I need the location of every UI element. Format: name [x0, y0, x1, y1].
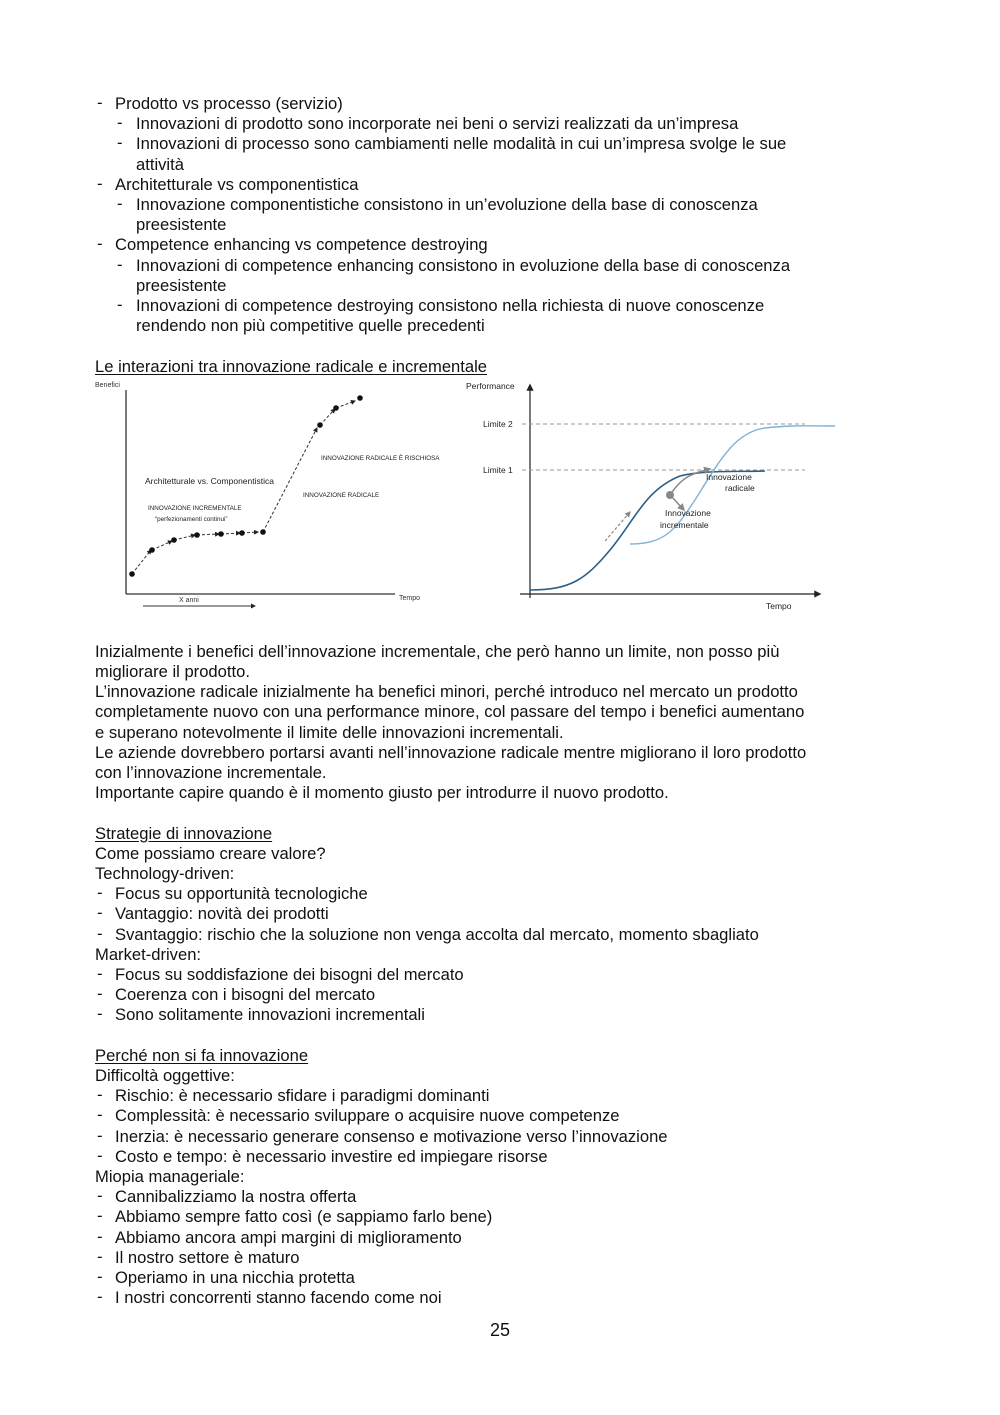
list-item: - Prodotto vs processo (servizio) — [95, 94, 915, 114]
x-axis-label: Tempo — [399, 594, 421, 602]
list-item-continuation: rendendo non più competitive quelle precedenti — [136, 316, 485, 336]
label-radicale: INNOVAZIONE RADICALE — [303, 491, 380, 499]
y-axis-label: Benefici — [95, 381, 120, 389]
miopia-label: Miopia manageriale: — [95, 1167, 245, 1187]
explanation-paragraph — [95, 642, 915, 804]
paragraph-line: e superano notevolmente il limite delle innovazioni incrementali. — [95, 722, 564, 742]
list-item: - Innovazioni di competence destroying consistono nella richiesta di nuove conoscenze — [95, 296, 915, 316]
list-item: - Coerenza con i bisogni del mercato — [95, 985, 915, 1005]
market-driven-label: Market-driven: — [95, 944, 202, 964]
y-axis-label: Performance — [466, 380, 515, 391]
label-architetturale: Architetturale vs. Componentistica — [145, 475, 274, 486]
list-item: - Focus su opportunità tecnologiche — [95, 884, 915, 904]
list-item: - Sono solitamente innovazioni incrementali — [95, 1005, 915, 1025]
list-item: - Innovazioni di prodotto sono incorporate nei beni o servizi realizzati da un’impresa — [95, 114, 915, 134]
figure-performance — [460, 380, 845, 642]
paragraph-line: Le aziende dovrebbero portarsi avanti nell’innovazione radicale mentre migliorano il loro prodotto — [95, 742, 807, 762]
list-item: - Costo e tempo: è necessario investire ed impiegare risorse — [95, 1147, 915, 1167]
limit1-label: Limite 1 — [483, 464, 513, 475]
label-innovazione-radicale-1: Innovazione — [706, 471, 752, 482]
label-innovazione-incrementale-1: Innovazione — [665, 507, 711, 518]
list-item-continuation: preesistente — [136, 215, 227, 235]
paragraph-line: con l’innovazione incrementale. — [95, 763, 327, 783]
list-item: - Focus su soddisfazione dei bisogni del mercato — [95, 965, 915, 985]
label-innovazione-radicale-2: radicale — [725, 482, 755, 493]
list-item: - Architetturale vs componentistica — [95, 175, 915, 195]
paragraph-line: migliorare il prodotto. — [95, 662, 250, 682]
section-heading-interazioni: Le interazioni tra innovazione radicale e incrementale — [95, 356, 488, 376]
list-item: - Cannibalizziamo la nostra offerta — [95, 1187, 915, 1207]
list-item: - Operiamo in una nicchia protetta — [95, 1268, 915, 1288]
list-item: - Abbiamo sempre fatto così (e sappiamo farlo bene) — [95, 1207, 915, 1227]
strategie-intro: Come possiamo creare valore? — [95, 843, 326, 863]
list-item: - Abbiamo ancora ampi margini di miglioramento — [95, 1228, 915, 1248]
paragraph-line: Importante capire quando è il momento giusto per introdurre il nuovo prodotto. — [95, 783, 669, 803]
list-item-continuation: attività — [136, 154, 184, 174]
section-heading-perche: Perché non si fa innovazione — [95, 1045, 309, 1065]
list-item: - Rischio: è necessario sfidare i paradigmi dominanti — [95, 1086, 915, 1106]
x-span-label: X anni — [179, 596, 199, 604]
label-radicale-rischiosa: INNOVAZIONE RADICALE È RISCHIOSA — [321, 454, 440, 462]
list-item: - Innovazioni di competence enhancing consistono in evoluzione della base di conoscenza — [95, 256, 915, 276]
x-axis-label: Tempo — [766, 600, 792, 611]
paragraph-line: Inizialmente i benefici dell’innovazione incrementale, che però hanno un limite, non posso più — [95, 641, 780, 661]
list-item: - Competence enhancing vs competence destroying — [95, 235, 915, 255]
list-item: - Inerzia: è necessario generare consenso e motivazione verso l’innovazione — [95, 1127, 915, 1147]
label-innovazione-incrementale-2: incrementale — [660, 519, 709, 530]
list-item: - I nostri concorrenti stanno facendo come noi — [95, 1288, 915, 1308]
tech-driven-label: Technology-driven: — [95, 864, 235, 884]
paragraph-line: completamente nuovo con una performance minore, col passare del tempo i benefici aumentano — [95, 702, 805, 722]
section-heading-strategie: Strategie di innovazione — [95, 823, 273, 843]
innovation-types-list — [95, 94, 915, 336]
list-item: - Innovazioni di processo sono cambiamenti nelle modalità in cui un’impresa svolge le sue — [95, 134, 915, 154]
limit2-label: Limite 2 — [483, 418, 513, 429]
label-perfezionamenti: “perfezionamenti continui” — [155, 515, 228, 523]
page-number: 25 — [489, 1320, 511, 1340]
list-item: - Svantaggio: rischio che la soluzione non venga accolta dal mercato, momento sbagliato — [95, 925, 915, 945]
list-item: - Vantaggio: novità dei prodotti — [95, 904, 915, 924]
list-item: - Il nostro settore è maturo — [95, 1248, 915, 1268]
data-points — [129, 395, 363, 577]
section-strategie — [95, 824, 915, 1026]
label-incrementale: INNOVAZIONE INCREMENTALE — [148, 504, 242, 512]
list-item: - Complessità: è necessario sviluppare o acquisire nuove competenze — [95, 1106, 915, 1126]
list-item: - Innovazione componentistiche consistono in un’evoluzione della base di conoscenza — [95, 195, 915, 215]
paragraph-line: L’innovazione radicale inizialmente ha benefici minori, perché introduco nel mercato un prodotto — [95, 682, 798, 702]
difficolta-label: Difficoltà oggettive: — [95, 1066, 235, 1086]
document-page — [95, 94, 915, 1309]
list-item-continuation: preesistente — [136, 275, 227, 295]
figure-benefici — [95, 380, 440, 642]
section-perche — [95, 1046, 915, 1309]
arrow-incrementale — [605, 512, 630, 541]
figures-row — [95, 380, 915, 642]
